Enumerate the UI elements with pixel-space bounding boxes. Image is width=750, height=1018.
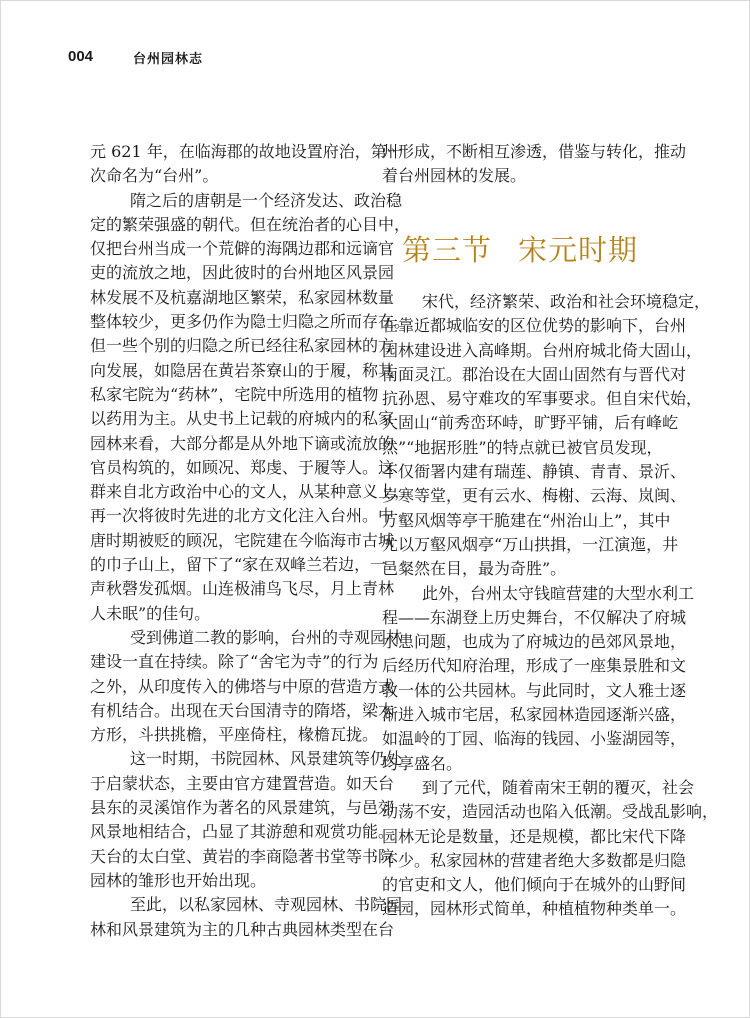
paragraph bbox=[90, 747, 403, 893]
text-line: 在靠近都城临安的区位优势的影响下，台州 bbox=[382, 316, 687, 336]
text-line: 万壑风烟等亭干脆建在“州治山上”，其中 bbox=[382, 510, 671, 530]
text-line: 风景地相结合，凸显了其游憩和观赏功能。 bbox=[90, 822, 395, 842]
text-line: 林和风景建筑为主的几种古典园林类型在台 bbox=[90, 919, 395, 939]
text-line: 官员构筑的，如顾况、郑虔、于履等人。这 bbox=[90, 457, 395, 477]
text-line: 天台的太白堂、黄岩的李商隐著书堂等书院 bbox=[90, 846, 395, 866]
text-line: 教一体的公共园林。与此同时，文人雅士逐 bbox=[382, 680, 687, 700]
text-line: 造园，园林形式简单，种植植物种类单一。 bbox=[382, 899, 687, 919]
text-line: 元 621 年，在临海郡的故地设置府治，第一 bbox=[90, 142, 403, 161]
text-line: 不仅衙署内建有瑞莲、静镇、青青、景沂、 bbox=[382, 462, 687, 482]
text-line: 到了元代，随着南宋王朝的覆灭，社会 bbox=[422, 777, 695, 797]
right-column-continuation bbox=[382, 140, 687, 189]
text-line: 然”“地据形胜”的特点就已被官员发现， bbox=[382, 437, 663, 457]
text-line: 这一时期，书院园林、风景建筑等仍处 bbox=[130, 749, 403, 769]
section-number: 第三节 bbox=[402, 233, 493, 267]
paragraph bbox=[90, 626, 403, 747]
text-line: 建设一直在持续。除了“舍宅为寺”的行为 bbox=[90, 652, 379, 672]
page-number: 004 bbox=[68, 48, 94, 65]
text-line: 后经历代知府治理，形成了一座集景胜和文 bbox=[382, 656, 687, 676]
left-column bbox=[90, 140, 411, 942]
text-line: 整体较少，更多仍作为隐士归隐之所而存在。 bbox=[90, 312, 411, 332]
paragraph bbox=[90, 893, 403, 942]
text-line: 宋代，经济繁荣、政治和社会环境稳定， bbox=[422, 292, 711, 311]
text-line: 园林建设进入高峰期。台州府城北倚大固山， bbox=[382, 340, 703, 360]
text-line: 均享盛名。 bbox=[382, 753, 463, 773]
text-line: 之外，从印度传入的佛塔与中原的营造方式 bbox=[90, 676, 395, 696]
text-line: 有机结合。出现在天台国清寺的隋塔，梁木 bbox=[90, 700, 395, 720]
text-line: 尤以万壑风烟亭“万山拱揖，一江演迤，井 bbox=[382, 534, 679, 554]
paragraph bbox=[90, 189, 411, 626]
paragraph bbox=[382, 290, 711, 582]
text-line: 如温岭的丁园、临海的钱园、小鉴湖园等， bbox=[382, 729, 687, 749]
text-line: 邑粲然在目，最为奇胜”。 bbox=[382, 559, 567, 579]
text-line: 次命名为“台州”。 bbox=[90, 166, 219, 186]
text-line: 程——东湖登上历史舞台，不仅解决了府城 bbox=[382, 607, 687, 627]
section-title: 宋元时期 bbox=[518, 233, 639, 267]
text-line: 州形成，不断相互渗透，借鉴与转化，推动 bbox=[382, 142, 687, 161]
paragraph bbox=[382, 776, 719, 922]
text-line: 此外，台州太守钱暄营建的大型水利工 bbox=[422, 583, 695, 603]
text-line: 唐时期被贬的顾况，宅院建在今临海市古城 bbox=[90, 530, 395, 550]
text-line: 至此，以私家园林、寺观园林、书院园 bbox=[130, 895, 403, 915]
text-line: 人未眠”的佳句。 bbox=[90, 603, 211, 623]
text-line: 的巾子山上，留下了“家在双峰兰若边，一 bbox=[90, 555, 387, 575]
text-line: 着台州园林的发展。 bbox=[382, 166, 527, 186]
text-line: 声秋磬发孤烟。山连极浦鸟飞尽，月上青林 bbox=[90, 579, 395, 599]
text-line: 向发展，如隐居在黄岩茶寮山的于履，称其 bbox=[90, 360, 395, 380]
text-line: 动荡不安，造园活动也陷入低潮。受战乱影响， bbox=[382, 802, 719, 822]
text-line: 不少。私家园林的营建者绝大多数都是归隐 bbox=[382, 850, 687, 870]
text-line: 私家宅院为“药林”，宅院中所选用的植物 bbox=[90, 384, 379, 404]
paragraph bbox=[90, 140, 403, 189]
text-line: 定的繁荣强盛的朝代。但在统治者的心目中， bbox=[90, 214, 411, 234]
text-line: 岁寒等堂，更有云水、梅榭、云海、岚闽、 bbox=[382, 486, 687, 506]
text-line: 以药用为主。从史书上记载的府城内的私家 bbox=[90, 409, 395, 429]
right-column-body bbox=[382, 290, 719, 922]
text-line: 方形，斗拱挑檐，平座倚柱，椽檐瓦拢。 bbox=[90, 725, 379, 745]
text-line: 渐进入城市宅居，私家园林造园逐渐兴盛， bbox=[382, 705, 687, 725]
text-line: 县东的灵溪馆作为著名的风景建筑，与邑郊 bbox=[90, 798, 395, 818]
text-line: 园林的雏形也开始出现。 bbox=[90, 870, 267, 890]
text-line: 的官吏和文人，他们倾向于在城外的山野间 bbox=[382, 875, 687, 895]
text-line: 受到佛道二教的影响，台州的寺观园林 bbox=[130, 627, 403, 647]
text-line: 但一些个别的归隐之所已经往私家园林的方 bbox=[90, 336, 395, 356]
text-line: 隋之后的唐朝是一个经济发达、政治稳 bbox=[130, 190, 403, 210]
text-line: 于启蒙状态，主要由官方建置营造。如天台 bbox=[90, 773, 395, 793]
text-line: 园林无论是数量，还是规模，都比宋代下降 bbox=[382, 826, 687, 846]
text-line: 水患问题，也成为了府城边的邑郊风景地， bbox=[382, 632, 687, 652]
section-heading bbox=[402, 228, 638, 269]
paragraph bbox=[382, 582, 695, 776]
text-line: 群来自北方政治中心的文人，从某种意义上， bbox=[90, 482, 411, 502]
paragraph bbox=[382, 140, 687, 189]
text-line: 再一次将彼时先进的北方文化注入台州。中 bbox=[90, 506, 395, 526]
text-line: 林发展不及杭嘉湖地区繁荣，私家园林数量 bbox=[90, 287, 395, 307]
text-line: 园林来看，大部分都是从外地下谪或流放的 bbox=[90, 433, 395, 453]
text-line: 大固山“前秀峦环峙，旷野平铺，后有峰屹 bbox=[382, 413, 679, 433]
text-line: 南面灵江。郡治设在大固山固然有与晋代对 bbox=[382, 364, 687, 384]
text-line: 仅把台州当成一个荒僻的海隅边郡和远谪官 bbox=[90, 239, 395, 259]
text-line: 吏的流放之地，因此彼时的台州地区风景园 bbox=[90, 263, 395, 283]
running-header-title: 台州园林志 bbox=[133, 52, 204, 67]
text-line: 抗孙恩、易守难攻的军事要求。但自宋代始， bbox=[382, 389, 703, 409]
